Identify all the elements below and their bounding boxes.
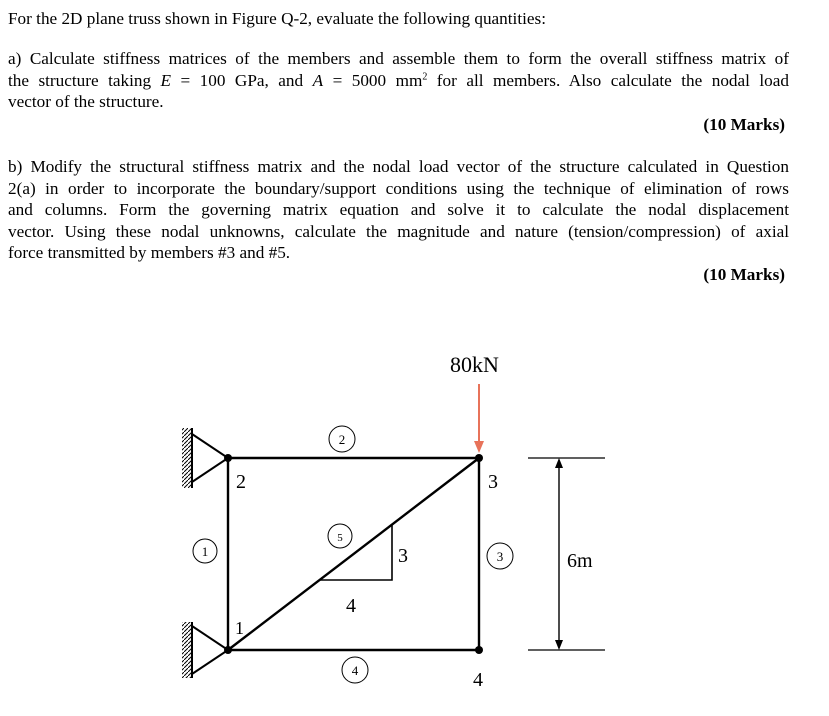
part-b-line-5: force transmitted by members #3 and #5. — [8, 243, 291, 263]
node-label-4: 4 — [473, 669, 483, 691]
node-label-2: 2 — [236, 471, 246, 493]
part-b-line-4: vector. Using these nodal unknowns, calculate the magnitude and nature (tension/compression) of axial — [8, 221, 789, 241]
svg-text:1: 1 — [201, 544, 209, 559]
part-a-line-2: the structure taking E = 100 GPa, and A = 5000 $mm^2$ for all members. Also calculate the nodal load — [8, 70, 789, 90]
svg-text:5: 5 — [337, 532, 343, 544]
svg-text:2: 2 — [338, 432, 346, 447]
node-label-1: 1 — [235, 618, 244, 638]
node-1-dot — [224, 646, 232, 654]
slope-run-label: 4 — [346, 595, 356, 617]
part-a-line-1: a) Calculate stiffness matrices of the members and assemble them to form the overall stiffness matrix of — [8, 49, 789, 68]
part-b-line-1: b) Modify the structural stiffness matrix and the nodal load vector of the structure calculated in Question — [8, 157, 789, 176]
part-b-line-3: and columns. Form the governing matrix equation and solve it to calculate the nodal displacement — [8, 200, 789, 220]
node-label-3: 3 — [488, 471, 498, 493]
svg-text:4: 4 — [351, 663, 359, 678]
member-label-1 — [193, 539, 217, 563]
pin-support-bottom — [182, 622, 228, 678]
part-b-line-2: 2(a) in order to incorporate the boundary/support conditions using the technique of elimination of rows — [8, 178, 789, 198]
load-arrow-head — [474, 441, 484, 453]
node-3-dot — [475, 454, 483, 462]
part-a-marks: (10 Marks) — [703, 115, 785, 134]
intro-line: For the 2D plane truss shown in Figure Q-2, evaluate the following quantities: — [8, 9, 546, 28]
member-label-2 — [329, 426, 355, 452]
slope-rise-label: 3 — [398, 545, 408, 567]
part-a-line-3: vector of the structure. — [8, 92, 164, 112]
load-label: 80kN — [450, 352, 499, 377]
member-5 — [228, 458, 479, 650]
member-label-5 — [328, 524, 352, 548]
node-4-dot — [475, 646, 483, 654]
member-label-4 — [342, 657, 368, 683]
dimension-label: 6m — [567, 550, 593, 572]
member-label-3 — [487, 543, 513, 569]
dim-arrow-top — [555, 458, 563, 468]
part-b-marks: (10 Marks) — [703, 265, 785, 284]
pin-support-top — [182, 428, 228, 488]
svg-text:3: 3 — [496, 549, 504, 564]
dim-arrow-bottom — [555, 640, 563, 650]
node-2-dot — [224, 454, 232, 462]
